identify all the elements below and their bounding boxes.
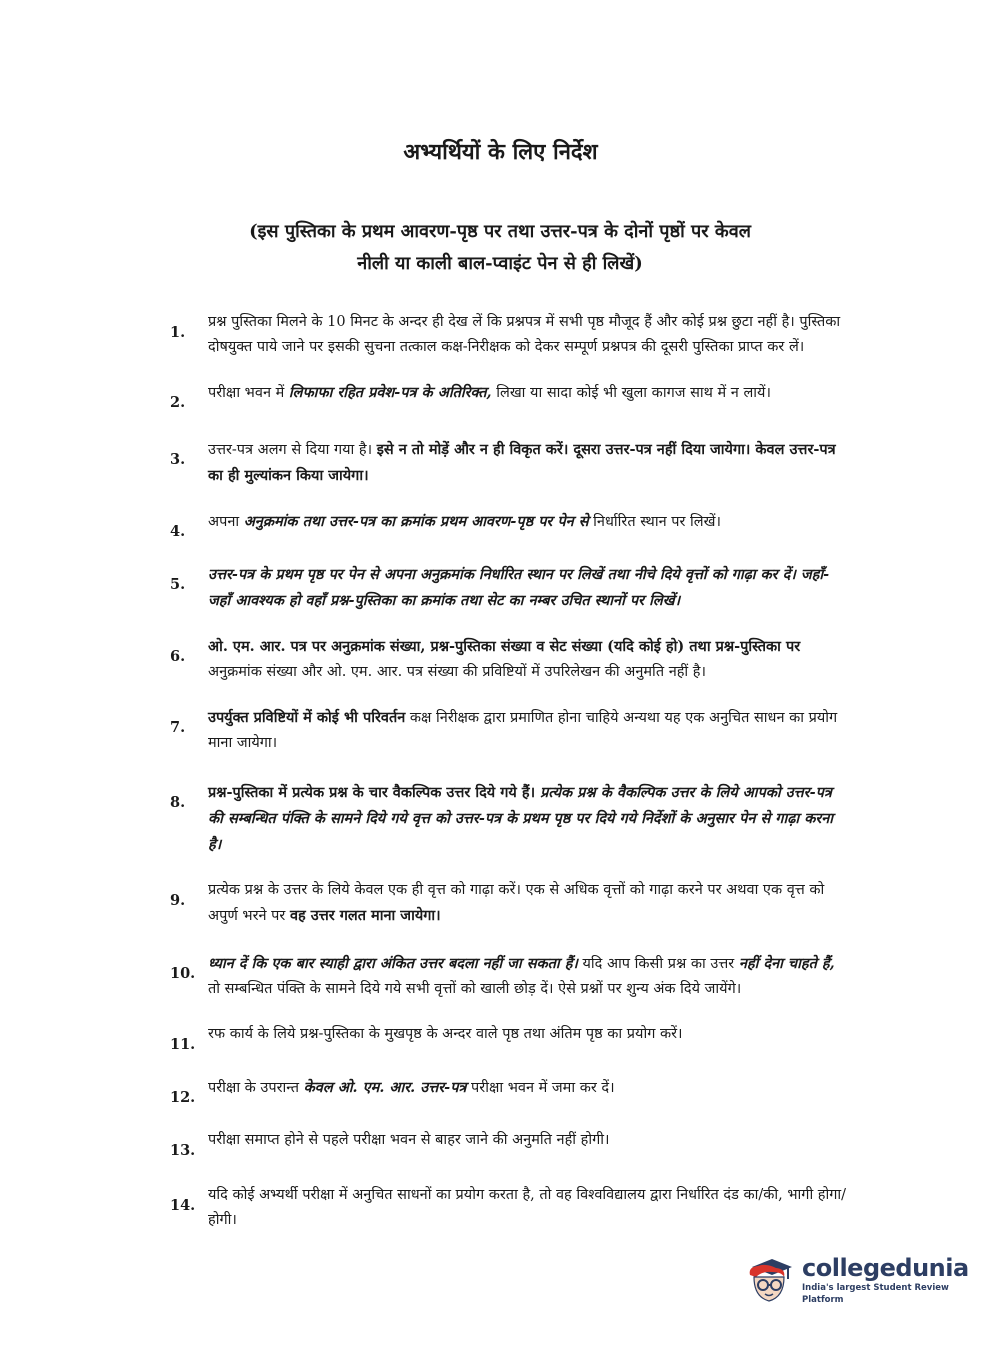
instruction-text-segment: नहीं देना चाहते हैं,: [738, 955, 835, 972]
instruction-item: [170, 705, 850, 756]
instruction-number: 11.: [170, 1036, 196, 1053]
instruction-text-segment: ध्यान दें कि एक बार स्याही द्वारा अंकित उत्तर बदला नहीं जा सकता हैं।: [208, 955, 578, 972]
instruction-text-segment: रफ कार्य के लिये प्रश्न-पुस्तिका के मुखपृष्ठ के अन्दर वाले पृष्ठ तथा अंतिम पृष्ठ का प्रयोग करें।: [208, 1026, 683, 1042]
instruction-text-segment: प्रश्न पुस्तिका मिलने के 10 मिनट के अन्दर ही देख लें कि प्रश्नपत्र में सभी पृष्ठ मौजूद हैं और कोई प्रश्न छुटा नहीं है। पुस्तिका दोषयुक्त पाये जाने पर इसकी सुचना तत्काल कक्ष-निरीक्षक को देकर सम्पूर्ण प्रश्नपत्र की दूसरी पुस्तिका प्राप्त कर लें।: [208, 314, 841, 355]
instruction-text-segment: केवल ओ. एम. आर. उत्तर-पत्र: [303, 1079, 467, 1096]
subtitle-line-1: (इस पुस्तिका के प्रथम आवरण-पृष्ठ पर तथा उत्तर-पत्र के दोनों पृष्ठों पर केवल: [249, 221, 751, 242]
instruction-text-segment: वह उत्तर गलत माना जायेगा।: [289, 907, 441, 924]
instruction-number: 10.: [170, 965, 196, 982]
instruction-number: 9.: [170, 892, 186, 909]
instruction-text: [208, 1128, 850, 1153]
instruction-number: 5.: [170, 576, 186, 593]
instruction-text-segment: लिखा या सादा कोई भी खुला कागज साथ में न लायें।: [491, 385, 771, 401]
instruction-text: [208, 509, 850, 535]
instruction-item: [170, 1022, 850, 1057]
instruction-text-segment: परीक्षा भवन में जमा कर दें।: [466, 1080, 615, 1096]
instruction-text: [208, 1183, 850, 1233]
instruction-text-segment: प्रश्न-पुस्तिका में प्रत्येक प्रश्न के चार वैकल्पिक उत्तर दिये गये हैं।: [208, 784, 541, 801]
instruction-text-segment: इसे न तो मोड़ें और न ही विकृत करें। दूसरा उत्तर-पत्र नहीं दिया जायेगा। केवल उत्तर-पत्र का ही मुल्यांकन किया जायेगा।: [208, 441, 836, 484]
instruction-text-segment: उत्तर-पत्र अलग से दिया गया है।: [208, 442, 377, 458]
instruction-text-segment: प्रत्येक प्रश्न के उत्तर के लिये केवल एक ही वृत्त को गाढ़ा करें। एक से अधिक वृत्तों को गाढ़ा करने पर अथवा एक वृत्त को अपुर्ण भरने पर: [208, 882, 825, 924]
instruction-text-segment: प्रत्येक प्रश्न के वैकल्पिक उत्तर के लिये आपको उत्तर-पत्र की सम्बन्धित पंक्ति के सामने दिये गये वृत्त को उत्तर-पत्र के प्रथम पृष्ठ पर दिये गये निर्देशों के अनुसार पेन से गाढ़ा करना है।: [208, 784, 834, 853]
instruction-number: 14.: [170, 1197, 196, 1214]
instruction-text: [208, 310, 850, 360]
instruction-text: [208, 1075, 850, 1101]
instruction-text-segment: परीक्षा भवन में: [208, 385, 289, 401]
instruction-text-segment: यदि आप किसी प्रश्न का उत्तर: [577, 956, 739, 972]
instruction-text: [208, 705, 850, 756]
instruction-item: [170, 878, 850, 929]
instruction-number: 13.: [170, 1142, 196, 1159]
instruction-item: [170, 437, 850, 489]
instruction-text-segment: उत्तर-पत्र के प्रथम पृष्ठ पर पेन से अपना अनुक्रमांक निर्धारित स्थान पर लिखें तथा नीचे दिये वृत्तों को गाढ़ा कर दें। जहाँ-जहाँ आवश्यक हो वहाँ प्रश्न-पुस्तिका का क्रमांक तथा सेट का नम्बर उचित स्थानों पर लिखें।: [208, 566, 830, 609]
instruction-text-segment: परीक्षा के उपरान्त: [208, 1080, 304, 1096]
instruction-text-segment: लिफाफा रहित प्रवेश-पत्र के अतिरिक्त,: [288, 384, 492, 401]
instruction-text: [208, 780, 850, 858]
instruction-list: [170, 292, 850, 1233]
instruction-text: [208, 951, 850, 1002]
instruction-item: [170, 1183, 850, 1233]
instruction-text-segment: यदि कोई अभ्यर्थी परीक्षा में अनुचित साधनों का प्रयोग करता है, तो वह विश्वविद्यालय द्वारा निर्धारित दंड का/की, भागी होगा/होगी।: [208, 1187, 847, 1228]
instruction-text: [208, 437, 850, 489]
instruction-text-segment: ओ. एम. आर. पत्र पर अनुक्रमांक संख्या, प्रश्न-पुस्तिका संख्या व सेट संख्या (यदि कोई हो) तथा प्रश्न-पुस्तिका पर: [208, 638, 801, 655]
instruction-text-segment: अनुक्रमांक तथा उत्तर-पत्र का क्रमांक प्रथम आवरण-पृष्ठ पर पेन से: [243, 513, 589, 530]
instruction-number: 7.: [170, 719, 186, 736]
instruction-text-segment: परीक्षा समाप्त होने से पहले परीक्षा भवन से बाहर जाने की अनुमति नहीं होगी।: [208, 1132, 610, 1148]
instruction-text-segment: अनुक्रमांक संख्या और ओ. एम. आर. पत्र संख्या की प्रविष्टियों में उपरिलेखन की अनुमति नहीं है।: [208, 664, 706, 680]
instruction-item: [170, 380, 850, 415]
brand-tagline: India's largest Student Review Platform: [802, 1283, 949, 1305]
instruction-item: [170, 310, 850, 360]
page-subtitle: [200, 216, 800, 280]
brand-name: collegedunia: [802, 1254, 969, 1282]
instruction-number: 12.: [170, 1089, 196, 1106]
mascot-icon: [742, 1253, 796, 1307]
instruction-item: [170, 509, 850, 544]
instruction-item: [170, 780, 850, 858]
instruction-text: [208, 1022, 850, 1047]
instruction-number: 3.: [170, 451, 186, 468]
instruction-item: [170, 562, 850, 614]
instruction-text: [208, 634, 850, 685]
instruction-text: [208, 380, 850, 406]
collegedunia-watermark: [742, 1250, 972, 1310]
instruction-item: [170, 1128, 850, 1163]
instruction-number: 8.: [170, 794, 186, 811]
instruction-text-segment: निर्धारित स्थान पर लिखें।: [588, 514, 721, 530]
instruction-text-segment: अपना: [208, 514, 244, 530]
page-title: अभ्यर्थियों के लिए निर्देश: [403, 139, 598, 165]
instruction-number: 1.: [170, 324, 186, 341]
instruction-text: [208, 562, 850, 614]
instruction-number: 2.: [170, 394, 186, 411]
instruction-text-segment: तो सम्बन्धित पंक्ति के सामने दिये गये सभी वृत्तों को खाली छोड़ दें। ऐसे प्रश्नों पर शुन्य अंक दिये जायेंगे।: [208, 981, 742, 997]
instruction-number: 4.: [170, 523, 186, 540]
instruction-number: 6.: [170, 648, 186, 665]
subtitle-line-2: नीली या काली बाल-प्वाइंट पेन से ही लिखें): [357, 253, 643, 274]
instruction-text: [208, 878, 850, 929]
instruction-item: [170, 1075, 850, 1110]
instruction-text-segment: उपर्युक्त प्रविष्टियों में कोई भी परिवर्तन: [208, 709, 406, 726]
instruction-text-segment: कक्ष निरीक्षक द्वारा प्रमाणित होना चाहिये अन्यथा यह एक अनुचित साधन का प्रयोग माना जायेगा।: [208, 710, 838, 751]
instruction-item: [170, 951, 850, 1002]
instruction-item: [170, 634, 850, 685]
